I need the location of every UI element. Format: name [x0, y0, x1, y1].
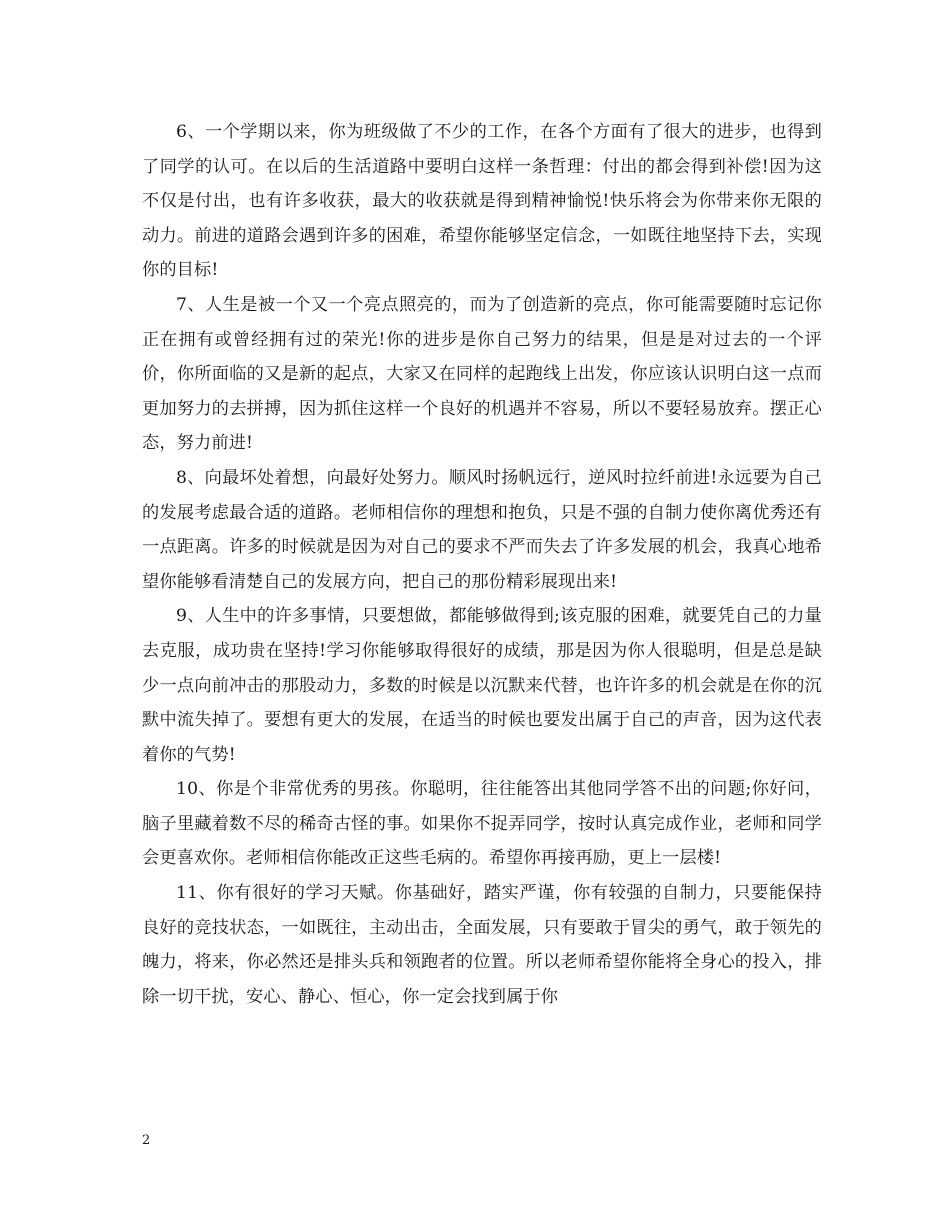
- page-number: 2: [142, 1133, 151, 1148]
- document-body: [142, 115, 822, 1014]
- paragraph-6: 6、一个学期以来，你为班级做了不少的工作，在各个方面有了很大的进步，也得到了同学的认可。在以后的生活道路中要明白这样一条哲理：付出的都会得到补偿!因为这不仅是付出，也有许多收获，最大的收获就是得到精神愉悦!快乐将会为你带来你无限的动力。前进的道路会遇到许多的困难，希望你能够坚定信念，一如既往地坚持下去，实现你的目标!: [142, 122, 822, 281]
- paragraph-7: 7、人生是被一个又一个亮点照亮的，而为了创造新的亮点，你可能需要随时忘记你正在拥有或曾经拥有过的荣光!你的进步是你自己努力的结果，但是是对过去的一个评价，你所面临的又是新的起点，大家又在同样的起跑线上出发，你应该认识明白这一点而更加努力的去拼搏，因为抓住这样一个良好的机遇并不容易，所以不要轻易放弃。摆正心态，努力前进!: [142, 294, 822, 454]
- paragraph-10: 10、你是个非常优秀的男孩。你聪明，往往能答出其他同学答不出的问题;你好问，脑子里藏着数不尽的稀奇古怪的事。如果你不捉弄同学，按时认真完成作业，老师和同学会更喜欢你。老师相信你能改正这些毛病的。希望你再接再励，更上一层楼!: [142, 779, 822, 869]
- paragraph-9: 9、人生中的许多事情，只要想做，都能够做得到;该克服的困难，就要凭自己的力量去克服，成功贵在坚持!学习你能够取得很好的成绩，那是因为你人很聪明，但是总是缺少一点向前冲击的那股动力，多数的时候是以沉默来代替，也许许多的机会就是在你的沉默中流失掉了。要想有更大的发展，在适当的时候也要发出属于自己的声音，因为这代表着你的气势!: [142, 606, 822, 765]
- paragraph-11: 11、你有很好的学习天赋。你基础好，踏实严谨，你有较强的自制力，只要能保持良好的竞技状态，一如既往，主动出击，全面发展，只有要敢于冒尖的勇气，敢于领先的魄力，将来，你必然还是排头兵和领跑者的位置。所以老师希望你能将全身心的投入，排除一切干扰，安心、静心、恒心，你一定会找到属于你: [142, 883, 822, 1007]
- paragraph-8: 8、向最坏处着想，向最好处努力。顺风时扬帆远行，逆风时拉纤前进!永远要为自己的发展考虑最合适的道路。老师相信你的理想和抱负，只是不强的自制力使你离优秀还有一点距离。许多的时候就是因为对自己的要求不严而失去了许多发展的机会，我真心地希望你能够看清楚自己的发展方向，把自己的那份精彩展现出来!: [142, 467, 822, 592]
